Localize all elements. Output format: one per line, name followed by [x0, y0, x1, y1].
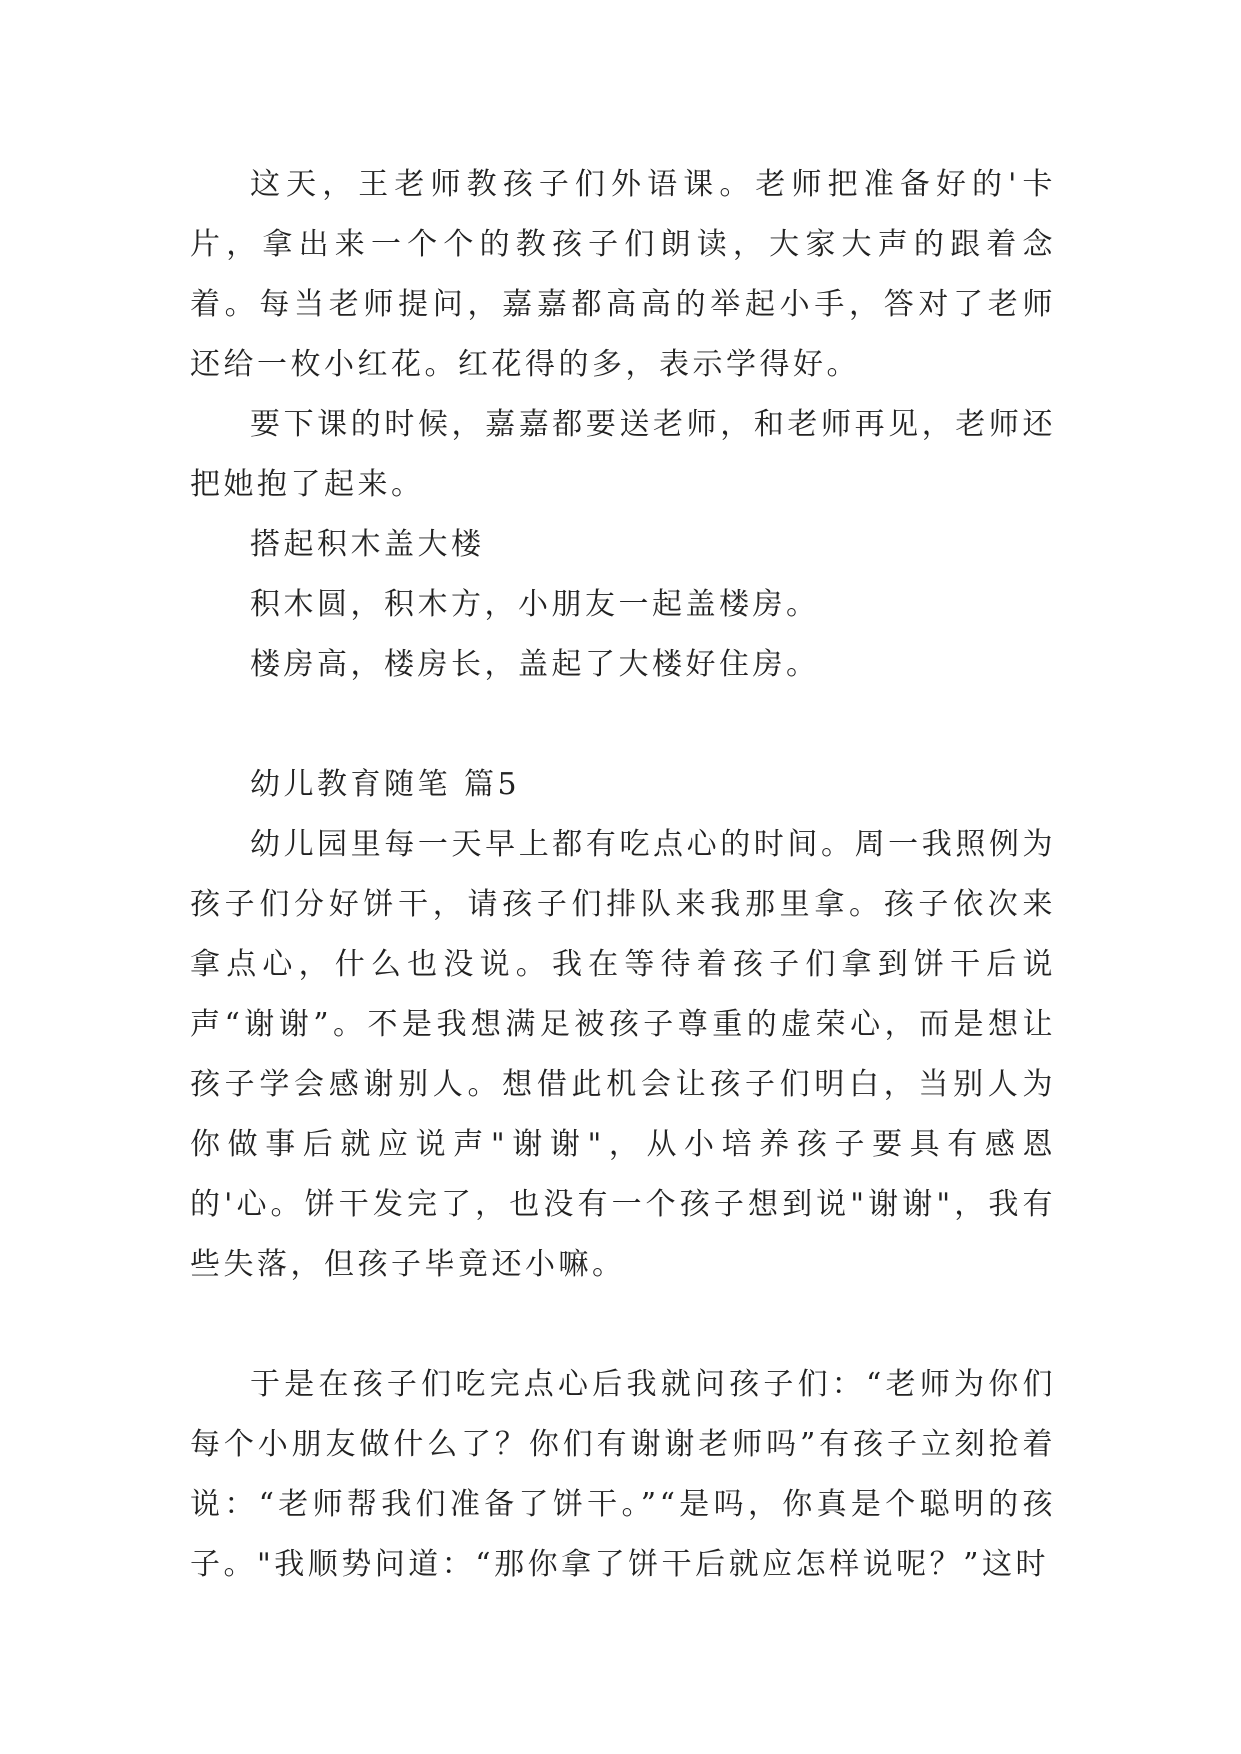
poem-line-1: 积木圆，积木方，小朋友一起盖楼房。 — [250, 587, 820, 622]
paragraph-end-of-class: 要下课的时候，嘉嘉都要送老师，和老师再见，老师还把她抱了起来。 — [190, 407, 1056, 502]
paragraph-snack-time: 幼儿园里每一天早上都有吃点心的时间。周一我照例为孩子们分好饼干，请孩子们排队来我那里拿。孩子依次来拿点心，什么也没说。我在等待着孩子们拿到饼干后说声“谢谢”。不是我想满足被孩子尊重的虚荣心，而是想让孩子学会感谢别人。想借此机会让孩子们明白，当别人为你做事后就应说声"谢谢"，从小培养孩子要具有感恩的'心。饼干发完了，也没有一个孩子想到说"谢谢"，我有些失落，但孩子毕竟还小嘛。 — [190, 827, 1056, 1282]
poem-title: 搭起积木盖大楼 — [250, 527, 485, 562]
document-body — [190, 155, 1056, 1595]
paragraph-asking-children: 于是在孩子们吃完点心后我就问孩子们：“老师为你们每个小朋友做什么了？你们有谢谢老师吗”有孩子立刻抢着说：“老师帮我们准备了饼干。”“是吗，你真是个聪明的孩子。"我顺势问道：“那你拿了饼干后就应怎样说呢？”这时 — [190, 1367, 1056, 1582]
blank-line — [190, 695, 1056, 755]
blank-line — [190, 1295, 1056, 1355]
paragraph-foreign-language-class: 这天，王老师教孩子们外语课。老师把准备好的'卡片，拿出来一个个的教孩子们朗读，大家大声的跟着念着。每当老师提问，嘉嘉都高高的举起小手，答对了老师还给一枚小红花。红花得的多，表示学得好。 — [190, 167, 1056, 382]
section-heading: 幼儿教育随笔 篇5 — [250, 767, 521, 802]
poem-line-2: 楼房高，楼房长，盖起了大楼好住房。 — [250, 647, 820, 682]
